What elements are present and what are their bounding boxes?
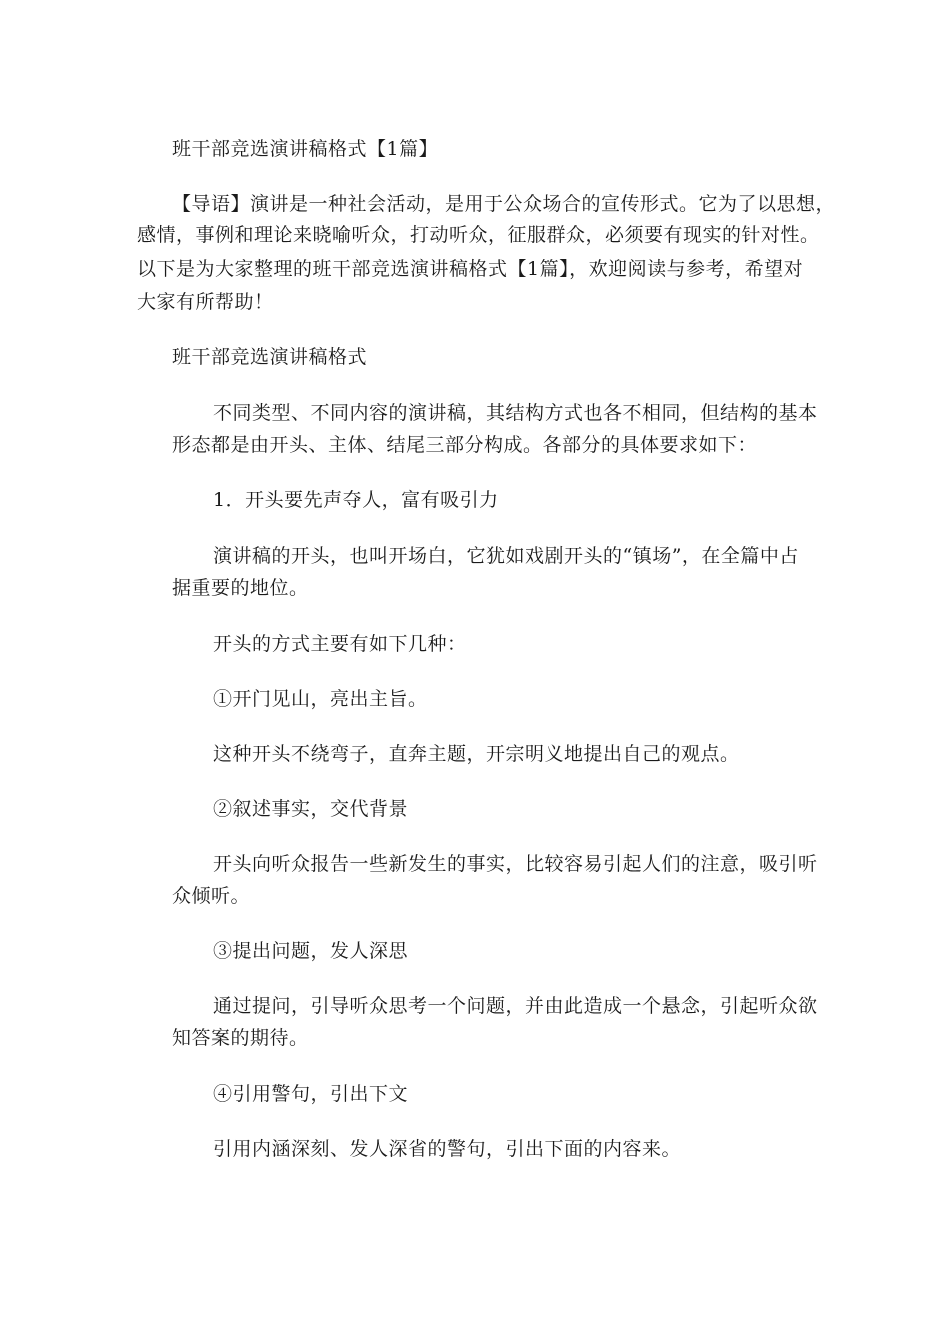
intro-line-3: 以下是为大家整理的班干部竞选演讲稿格式【1篇】，欢迎阅读与参考，希望对 <box>137 258 804 280</box>
item4-title: ④引用警句，引出下文 <box>213 1083 409 1105</box>
item4-text: 引用内涵深刻、发人深省的警句，引出下面的内容来。 <box>213 1138 682 1160</box>
item3-text-line-2: 知答案的期待。 <box>172 1027 309 1049</box>
intro-line-4: 大家有所帮助！ <box>137 291 274 313</box>
item1-title: ①开门见山，亮出主旨。 <box>213 688 428 710</box>
intro-line-2: 感情，事例和理论来晓喻听众，打动听众，征服群众，必须要有现实的针对性。 <box>137 224 820 246</box>
subtitle: 班干部竞选演讲稿格式 <box>172 346 368 368</box>
para2-line-2: 据重要的地位。 <box>172 577 309 599</box>
item1-text: 这种开头不绕弯子，直奔主题，开宗明义地提出自己的观点。 <box>213 743 740 765</box>
item3-title: ③提出问题，发人深思 <box>213 940 409 962</box>
section-heading-1: 1．开头要先声夺人，富有吸引力 <box>213 489 499 511</box>
para3: 开头的方式主要有如下几种： <box>213 633 467 655</box>
item2-text-line-1: 开头向听众报告一些新发生的事实，比较容易引起人们的注意，吸引听 <box>213 853 818 875</box>
intro-line-1: 【导语】演讲是一种社会活动，是用于公众场合的宣传形式。它为了以思想， <box>172 193 836 215</box>
item2-title: ②叙述事实，交代背景 <box>213 798 409 820</box>
document-title: 班干部竞选演讲稿格式【1篇】 <box>172 138 439 160</box>
para2-line-1: 演讲稿的开头，也叫开场白，它犹如戏剧开头的“镇场”，在全篇中占 <box>213 545 799 567</box>
item3-text-line-1: 通过提问，引导听众思考一个问题，并由此造成一个悬念，引起听众欲 <box>213 995 818 1017</box>
item2-text-line-2: 众倾听。 <box>172 885 251 907</box>
para1-line-2: 形态都是由开头、主体、结尾三部分构成。各部分的具体要求如下： <box>172 434 758 456</box>
para1-line-1: 不同类型、不同内容的演讲稿，其结构方式也各不相同，但结构的基本 <box>213 402 818 424</box>
